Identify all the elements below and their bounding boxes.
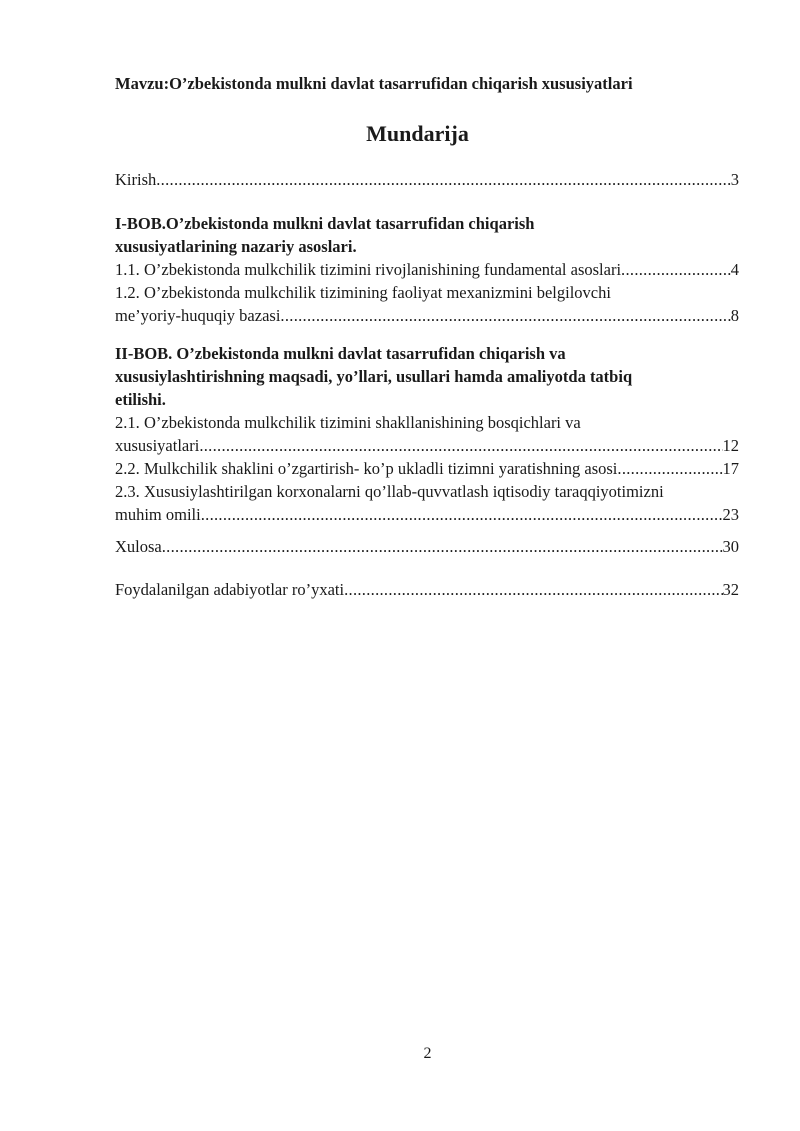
dot-leader (199, 434, 722, 457)
toc-entry-1-1 (115, 258, 739, 281)
section-number: 1.2. (115, 283, 140, 302)
toc-title: Mundarija (366, 121, 469, 146)
toc-entry-2-2 (115, 457, 739, 480)
chapter-1-heading (115, 212, 739, 258)
page-number: 2 (423, 1045, 432, 1062)
dot-leader (621, 258, 731, 281)
toc-entry-label: Foydalanilgan adabiyotlar ro’yxati (115, 580, 345, 599)
toc-page-number: 3 (730, 170, 739, 189)
dot-leader (344, 578, 722, 601)
toc-entry-1-2 (115, 281, 739, 327)
chapter-2-heading (115, 342, 739, 411)
toc-entry-conclusion (115, 535, 739, 558)
section-number: 2.2. (115, 459, 140, 478)
section-title-cont: xususiyatlari (115, 436, 200, 455)
dot-leader (617, 457, 722, 480)
toc-page-number: 12 (722, 436, 739, 455)
dot-leader (201, 503, 723, 526)
toc-page-number: 23 (722, 505, 739, 524)
toc-entry-references (115, 578, 739, 601)
toc-page-number: 8 (730, 306, 739, 325)
section-number: 1.1. (115, 260, 140, 279)
section-title: O’zbekistonda mulkchilik tizimini shakllanishining bosqichlari va (144, 413, 581, 432)
section-title: O’zbekistonda mulkchilik tizimining faoliyat mexanizmini belgilovchi (144, 283, 611, 302)
dot-leader (162, 535, 723, 558)
toc-page-number: 17 (722, 459, 739, 478)
toc-page-number: 4 (730, 260, 739, 279)
section-title: Mulkchilik shaklini o’zgartirish- ko’p ukladli tizimni yaratishning asosi (144, 459, 618, 478)
toc-entry-2-1 (115, 411, 739, 457)
chapter-heading-line: I-BOB.O’zbekistonda mulkni davlat tasarrufidan chiqarish (115, 214, 535, 233)
chapter-heading-line: xususiylashtirishning maqsadi, yo’llari, usullari hamda amaliyotda tatbiq (115, 367, 633, 386)
dot-leader (280, 304, 730, 327)
chapter-heading-line: etilishi. (115, 390, 166, 409)
toc-page-number: 32 (722, 580, 739, 599)
chapter-heading-line: II-BOB. O’zbekistonda mulkni davlat tasarrufidan chiqarish va (115, 344, 566, 363)
toc-chapter-1 (115, 212, 739, 327)
section-title-cont: me’yoriy-huquqiy bazasi (115, 306, 281, 325)
section-number: 2.3. (115, 482, 140, 501)
chapter-heading-line: xususiyatlarining nazariy asoslari. (115, 237, 357, 256)
toc-entry-2-3 (115, 480, 739, 526)
section-title-cont: muhim omili (115, 505, 201, 524)
toc-entry-label: Kirish (115, 170, 157, 189)
dot-leader (156, 168, 731, 191)
section-title: Xususiylashtirilgan korxonalarni qo’llab-quvvatlash iqtisodiy taraqqiyotimizni (144, 482, 664, 501)
section-number: 2.1. (115, 413, 140, 432)
toc-page-number: 30 (722, 537, 739, 556)
toc-chapter-2 (115, 342, 739, 526)
toc-entry-label: Xulosa (115, 537, 162, 556)
section-title: O’zbekistonda mulkchilik tizimini rivojlanishining fundamental asoslari (144, 260, 622, 279)
topic-heading: Mavzu:O’zbekistonda mulkni davlat tasarrufidan chiqarish xususiyatlari (115, 74, 633, 93)
toc-entry-intro (115, 168, 739, 191)
